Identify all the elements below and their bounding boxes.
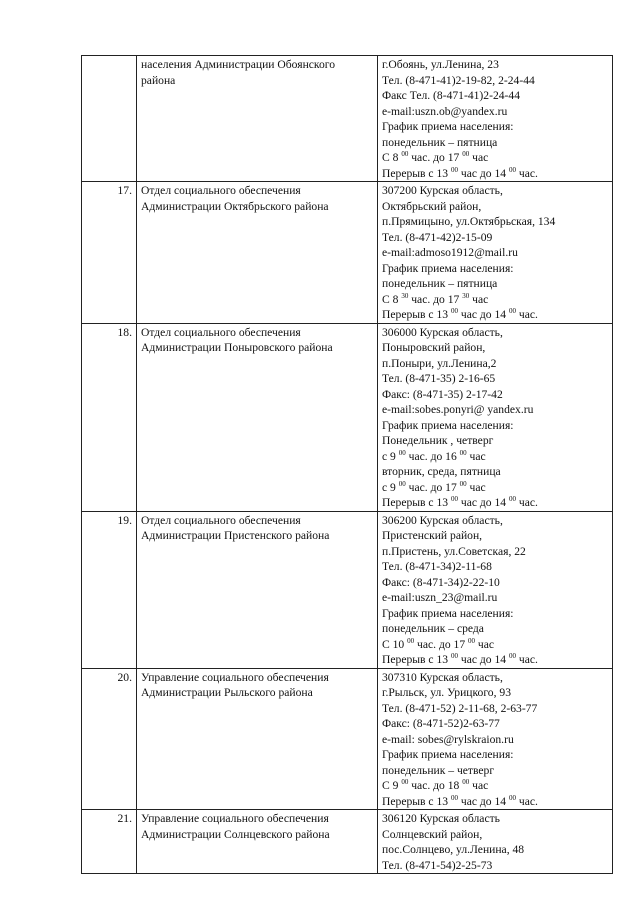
table-row bbox=[82, 56, 613, 182]
table-row bbox=[82, 511, 613, 668]
contact-text: С 8 bbox=[382, 151, 402, 164]
contact-line: пос.Солнцево, ул.Ленина, 48 bbox=[382, 843, 525, 856]
time-superscript: 00 bbox=[398, 448, 406, 457]
row-number: 20. bbox=[82, 668, 137, 810]
contact-line: Факс: (8-471-35) 2-17-42 bbox=[382, 387, 503, 401]
contact-line bbox=[382, 307, 608, 323]
contact-info bbox=[378, 56, 613, 182]
contact-line: Факс: (8-471-34)2-22-10 bbox=[382, 575, 500, 589]
contact-line: Солнцевский район, bbox=[382, 827, 483, 841]
table-row bbox=[82, 810, 613, 874]
contact-line: График приема населения: bbox=[382, 748, 514, 761]
contact-line: понедельник – четверг bbox=[382, 763, 495, 777]
organization-name-line: Администрации Рыльского района bbox=[141, 686, 313, 699]
contact-line: г.Обоянь, ул.Ленина, 23 bbox=[382, 58, 499, 71]
time-superscript: 00 bbox=[462, 778, 470, 787]
time-superscript: 30 bbox=[462, 291, 470, 300]
contact-line: понедельник – пятница bbox=[382, 277, 498, 290]
contact-text: Перерыв с 13 bbox=[382, 308, 451, 321]
contact-text: час. до 17 bbox=[408, 151, 463, 164]
contact-line: 306000 Курская область, bbox=[382, 325, 503, 339]
contact-text: с 9 bbox=[382, 480, 399, 494]
time-superscript: 00 bbox=[459, 479, 467, 488]
contact-line: Понедельник , четверг bbox=[382, 434, 494, 447]
time-superscript: 30 bbox=[401, 291, 409, 300]
organization-name-line: Администрации Пристенского района bbox=[141, 529, 330, 542]
contact-line: Тел. (8-471-41)2-19-82, 2-24-44 bbox=[382, 73, 535, 87]
contact-line: Тел. (8-471-54)2-25-73 bbox=[382, 858, 493, 872]
contact-text: час. до 18 bbox=[408, 779, 463, 792]
time-superscript: 00 bbox=[398, 479, 406, 488]
contact-line: 307200 Курская область, bbox=[382, 184, 503, 197]
time-superscript: 00 bbox=[462, 150, 470, 159]
contact-text: час bbox=[469, 779, 489, 792]
contact-line bbox=[382, 449, 608, 465]
time-superscript: 00 bbox=[508, 793, 516, 802]
contact-line: e-mail:admoso1912@mail.ru bbox=[382, 246, 518, 259]
contact-text: час bbox=[475, 637, 495, 651]
time-superscript: 00 bbox=[468, 636, 476, 645]
time-superscript: 00 bbox=[450, 793, 458, 802]
contact-line: График приема населения: bbox=[382, 120, 514, 133]
contact-text: Перерыв с 13 bbox=[382, 166, 451, 180]
organization-name-line: Администрации Поныровского района bbox=[141, 341, 333, 354]
contact-text: С 9 bbox=[382, 779, 402, 792]
contact-line: Тел. (8-471-52) 2-11-68, 2-63-77 bbox=[382, 701, 538, 715]
contact-text: час. bbox=[515, 166, 538, 180]
organization-name-line: населения Администрации Обоянского bbox=[141, 58, 336, 71]
time-superscript: 00 bbox=[450, 165, 458, 174]
contact-line bbox=[382, 794, 608, 810]
contact-text: час. до 17 bbox=[408, 292, 463, 306]
contact-line: п.Пристень, ул.Советская, 22 bbox=[382, 544, 526, 558]
row-number: 18. bbox=[82, 323, 137, 511]
contact-text: час. bbox=[515, 496, 538, 509]
contact-line: Тел. (8-471-35) 2-16-65 bbox=[382, 372, 496, 385]
contact-text: час до 14 bbox=[457, 166, 509, 180]
contact-text: час. до 17 bbox=[414, 637, 469, 651]
contact-line: понедельник – пятница bbox=[382, 135, 498, 149]
contact-line: п.Прямицыно, ул.Октябрьская, 134 bbox=[382, 215, 556, 228]
table-row bbox=[82, 323, 613, 511]
organization-name-line: Отдел социального обеспечения bbox=[141, 513, 301, 527]
row-number: 17. bbox=[82, 182, 137, 324]
contact-line: Тел. (8-471-34)2-11-68 bbox=[382, 560, 492, 573]
contact-line bbox=[382, 637, 608, 653]
contact-text: час до 14 bbox=[457, 308, 509, 321]
contact-text: час. bbox=[515, 308, 538, 321]
time-superscript: 00 bbox=[450, 652, 458, 661]
contact-line: Факс: (8-471-52)2-63-77 bbox=[382, 717, 500, 730]
contact-line bbox=[382, 495, 608, 511]
contact-text: час. bbox=[515, 794, 538, 808]
organization-name bbox=[137, 668, 378, 810]
organization-name bbox=[137, 182, 378, 324]
contact-line: Пристенский район, bbox=[382, 529, 483, 542]
contact-line: 306120 Курская область bbox=[382, 812, 500, 825]
contact-line: График приема населения: bbox=[382, 261, 514, 275]
organization-name-line: Отдел социального обеспечения bbox=[141, 184, 301, 197]
contact-text: Перерыв с 13 bbox=[382, 794, 451, 808]
organization-name-line: Администрации Солнцевского района bbox=[141, 827, 330, 841]
contact-line: Октябрьский район, bbox=[382, 199, 482, 213]
organization-name-line: района bbox=[141, 73, 176, 87]
contact-line: e-mail: sobes@rylskraion.ru bbox=[382, 732, 514, 746]
contact-line: Тел. (8-471-42)2-15-09 bbox=[382, 230, 493, 244]
organization-name bbox=[137, 323, 378, 511]
time-superscript: 00 bbox=[401, 778, 409, 787]
contact-text: час bbox=[466, 449, 486, 463]
organization-name bbox=[137, 511, 378, 668]
contact-line: г.Рыльск, ул. Урицкого, 93 bbox=[382, 686, 511, 699]
social-services-table bbox=[81, 55, 613, 874]
organization-name bbox=[137, 810, 378, 874]
contact-line: Факс Тел. (8-471-41)2-24-44 bbox=[382, 89, 520, 102]
time-superscript: 00 bbox=[508, 165, 516, 174]
contact-text: час до 14 bbox=[457, 496, 509, 509]
time-superscript: 00 bbox=[508, 495, 516, 504]
contact-info bbox=[378, 668, 613, 810]
contact-line: 307310 Курская область, bbox=[382, 670, 503, 684]
table-body bbox=[82, 56, 613, 874]
contact-line: Поныровский район, bbox=[382, 341, 486, 354]
contact-text: Перерыв с 13 bbox=[382, 496, 451, 509]
contact-line: понедельник – среда bbox=[382, 622, 484, 635]
time-superscript: 00 bbox=[508, 652, 516, 661]
contact-text: час до 14 bbox=[457, 653, 509, 666]
contact-line: e-mail:uszn.ob@yandex.ru bbox=[382, 104, 508, 118]
table-row bbox=[82, 182, 613, 324]
organization-name-line: Управление социального обеспечения bbox=[141, 812, 329, 825]
contact-line bbox=[382, 166, 608, 182]
contact-text: час. bbox=[515, 653, 538, 666]
contact-text: час. до 17 bbox=[405, 480, 460, 494]
organization-name-line: Администрации Октябрьского района bbox=[141, 199, 329, 213]
contact-text: с 9 bbox=[382, 449, 399, 463]
contact-line: п.Поныри, ул.Ленина,2 bbox=[382, 356, 497, 370]
contact-line bbox=[382, 292, 608, 308]
contact-text: час bbox=[466, 480, 486, 494]
contact-info bbox=[378, 182, 613, 324]
contact-text: час. до 16 bbox=[405, 449, 460, 463]
time-superscript: 00 bbox=[508, 307, 516, 316]
contact-info bbox=[378, 511, 613, 668]
time-superscript: 00 bbox=[407, 636, 415, 645]
contact-line bbox=[382, 778, 608, 794]
time-superscript: 00 bbox=[401, 150, 409, 159]
contact-text: час до 14 bbox=[457, 794, 509, 808]
contact-text: С 10 bbox=[382, 637, 408, 651]
contact-line: График приема населения: bbox=[382, 606, 514, 620]
contact-text: Перерыв с 13 bbox=[382, 653, 451, 666]
organization-name bbox=[137, 56, 378, 182]
contact-text: час bbox=[469, 151, 489, 164]
time-superscript: 00 bbox=[459, 448, 467, 457]
contact-line bbox=[382, 652, 608, 668]
contact-info bbox=[378, 810, 613, 874]
contact-line: e-mail:uszn_23@mail.ru bbox=[382, 591, 498, 604]
contact-text: час bbox=[469, 292, 489, 306]
organization-name-line: Отдел социального обеспечения bbox=[141, 325, 301, 339]
row-number bbox=[82, 56, 137, 182]
time-superscript: 00 bbox=[450, 495, 458, 504]
time-superscript: 00 bbox=[450, 307, 458, 316]
contact-info bbox=[378, 323, 613, 511]
row-number: 21. bbox=[82, 810, 137, 874]
organization-name-line: Управление социального обеспечения bbox=[141, 670, 329, 684]
contact-text: С 8 bbox=[382, 292, 402, 306]
contact-line: 306200 Курская область, bbox=[382, 513, 503, 527]
contact-line: График приема населения: bbox=[382, 418, 514, 432]
row-number: 19. bbox=[82, 511, 137, 668]
contact-line bbox=[382, 480, 608, 496]
table-row bbox=[82, 668, 613, 810]
contact-line: вторник, среда, пятница bbox=[382, 465, 501, 478]
contact-line: e-mail:sobes.ponyri@ yandex.ru bbox=[382, 403, 534, 416]
contact-line bbox=[382, 150, 608, 166]
